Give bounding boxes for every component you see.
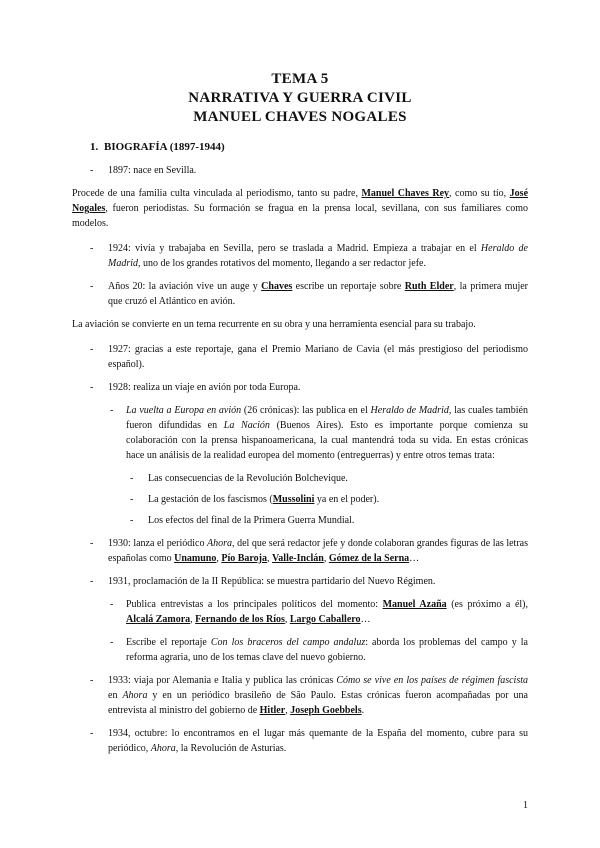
bio-item-1928: - 1928: realiza un viaje en avión por toda Europa. - La vuelta a Europa en avión (26 crónicas): las publica en el Heraldo de Madrid, las cuales también fueron difundidas en La Nación (Buenos Aires). Esto es importante porque comienza su colaboración con la prensa hispanoamericana, la cual mantendrá toda su vida. En estas crónicas hace un análisis de la realidad europea del momento (entreguerras) y entre otros temas trata: - Las consecuencias de la Revolución Bolchevique. - La gestación de los fascismos (Mussolini ya en el poder). - Los efectos del final de la Primera Guerra Mundial. [72,380,528,528]
bio-list-c [72,342,528,756]
subitem-braceros: - Escribe el reportaje Con los braceros del campo andaluz: aborda los problemas del campo y la reforma agraria, uno de los temas clave del nuevo gobierno. [108,635,528,665]
section-number: 1. [90,141,99,153]
sublist-1931 [108,597,528,665]
bio-item-1924: - 1924: vivía y trabajaba en Sevilla, pero se traslada a Madrid. Empieza a trabajar en el Heraldo de Madrid, uno de los grandes rotativos del momento, llegando a ser redactor jefe. [72,241,528,271]
name-manuel-azana: Manuel Azaña [382,599,447,610]
bio-item-1934: - 1934, octubre: lo encontramos en el lugar más quemante de la España del momento, cubre para su periódico, Ahora, la Revolución de Asturias. [72,726,528,756]
doc-title-subject: NARRATIVA Y GUERRA CIVIL [188,90,412,106]
doc-title-topic: TEMA 5 [271,71,329,87]
doc-title-author: MANUEL CHAVES NOGALES [193,109,407,125]
topic-item: - La gestación de los fascismos (Mussolini ya en el poder). [126,492,528,507]
name-alcala-zamora: Alcalá Zamora [126,614,191,625]
bio-item-1920s: - Años 20: la aviación vive un auge y Chaves escribe un reportaje sobre Ruth Elder, la primera mujer que cruzó el Atlántico en avión. [72,279,528,309]
section-heading [90,141,528,153]
name-unamuno: Unamuno [174,553,217,564]
name-fernando-de-los-rios: Fernando de los Ríos [195,614,285,625]
bio-item-birth: - 1897: nace en Sevilla. [72,163,528,178]
name-mussolini: Mussolini [272,494,315,505]
family-paragraph: Procede de una familia culta vinculada al periodismo, tanto su padre, Manuel Chaves Rey, como su tío, José Nogales, fueron periodistas. Su formación se fragua en la prensa local, sevillana, con sus familiares como modelos. [72,188,529,229]
name-jose-nogales: José Nogales [72,188,529,214]
bio-list-a [72,163,528,178]
name-largo-caballero: Largo Caballero [289,614,361,625]
topics-list [126,471,528,528]
name-pio-baroja: Pío Baroja [221,553,267,564]
topic-item: - Los efectos del final de la Primera Guerra Mundial. [126,513,528,528]
subitem-entrevistas: - Publica entrevistas a los principales políticos del momento: Manuel Azaña (es próximo a él), Alcalá Zamora, Fernando de los Ríos, Largo Caballero… [108,597,528,627]
name-chaves: Chaves [261,281,293,292]
bio-item-1931: - 1931, proclamación de la II República: se muestra partidario del Nuevo Régimen. - Publica entrevistas a los principales políticos del momento: Manuel Azaña (es próximo a él), Alcalá Zamora, Fernando de los Ríos, Largo Caballero… - Escribe el reportaje Con los braceros del campo andaluz: aborda los problemas del campo y la reforma agraria, uno de los temas clave del nuevo gobierno. [72,574,528,665]
page-number: 1 [523,800,528,811]
section-title: BIOGRAFÍA (1897-1944) [104,141,225,153]
bio-item-1930: - 1930: lanza el periódico Ahora, del que será redactor jefe y donde colaboran grandes figuras de las letras españolas como Unamuno, Pío Baroja, Valle-Inclán, Gómez de la Serna… [72,536,528,566]
topic-item: - Las consecuencias de la Revolución Bolchevique. [126,471,528,486]
bio-item-1933: - 1933: viaja por Alemania e Italia y publica las crónicas Cómo se vive en los países de régimen fascista en Ahora y en un periódico brasileño de São Paulo. Estas crónicas fueron acompañadas por una entrevista al ministro del gobierno de Hitler, Joseph Goebbels. [72,673,528,718]
name-manuel-chaves-rey: Manuel Chaves Rey [361,188,450,199]
name-joseph-goebbels: Joseph Goebbels [290,705,362,716]
name-gomez-de-la-serna: Gómez de la Serna [328,553,410,564]
name-ruth-elder: Ruth Elder [404,281,454,292]
bio-item-1927: - 1927: gracias a este reportaje, gana el Premio Mariano de Cavia (el más prestigioso del periodismo español). [72,342,528,372]
name-hitler: Hitler [259,705,286,716]
sublist-1928 [108,403,528,528]
bio-list-b [72,241,528,309]
subitem-vuelta-europa: - La vuelta a Europa en avión (26 crónicas): las publica en el Heraldo de Madrid, las cuales también fueron difundidas en La Nación (Buenos Aires). Esto es importante porque comienza su colaboración con la prensa hispanoamericana, la cual mantendrá toda su vida. En estas crónicas hace un análisis de la realidad europea del momento (entreguerras) y entre otros temas trata: - Las consecuencias de la Revolución Bolchevique. - La gestación de los fascismos (Mussolini ya en el poder). - Los efectos del final de la Primera Guerra Mundial. [108,403,528,528]
aviation-paragraph: La aviación se convierte en un tema recurrente en su obra y una herramienta esencial para su trabajo. [72,319,476,330]
name-valle-inclan: Valle-Inclán [272,553,324,564]
